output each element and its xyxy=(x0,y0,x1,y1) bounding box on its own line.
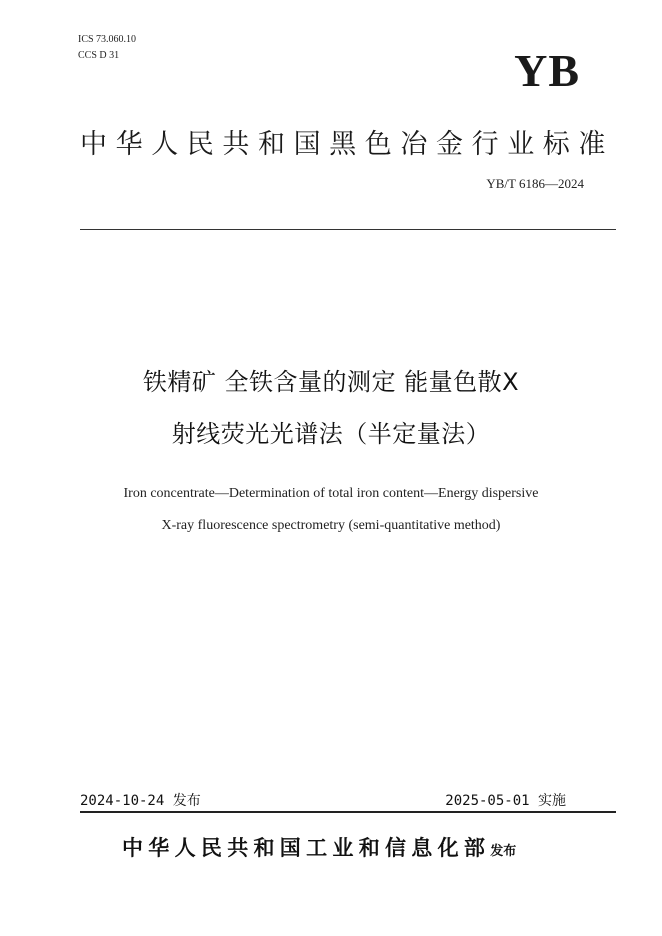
effective-date: 2025-05-01 实施 xyxy=(445,793,566,809)
ics-code: ICS 73.060.10 xyxy=(78,34,137,45)
issuer-action: 发布 xyxy=(490,844,517,859)
industry-standard-title: 中华人民共和国黑色冶金行业标准 xyxy=(80,129,614,160)
issue-date: 2024-10-24 发布 xyxy=(80,793,201,809)
ccs-code: CCS D 31 xyxy=(78,50,120,61)
issuer-organization: 中华人民共和国工业和信息化部 xyxy=(122,836,491,860)
issuer xyxy=(122,832,516,862)
footer-divider xyxy=(80,811,616,813)
title-cn-line-1: 铁精矿 全铁含量的测定 能量色散X xyxy=(142,368,520,396)
standard-number: YB/T 6186—2024 xyxy=(486,176,584,191)
header-divider xyxy=(80,229,616,230)
title-cn-line-2: 射线荧光光谱法（半定量法） xyxy=(171,420,491,448)
title-en-line-1: Iron concentrate—Determination of total iron content—Energy dispersive xyxy=(123,486,539,501)
title-en-line-2: X-ray fluorescence spectrometry (semi-quantitative method) xyxy=(161,518,501,533)
yb-logo: YB xyxy=(514,45,580,96)
